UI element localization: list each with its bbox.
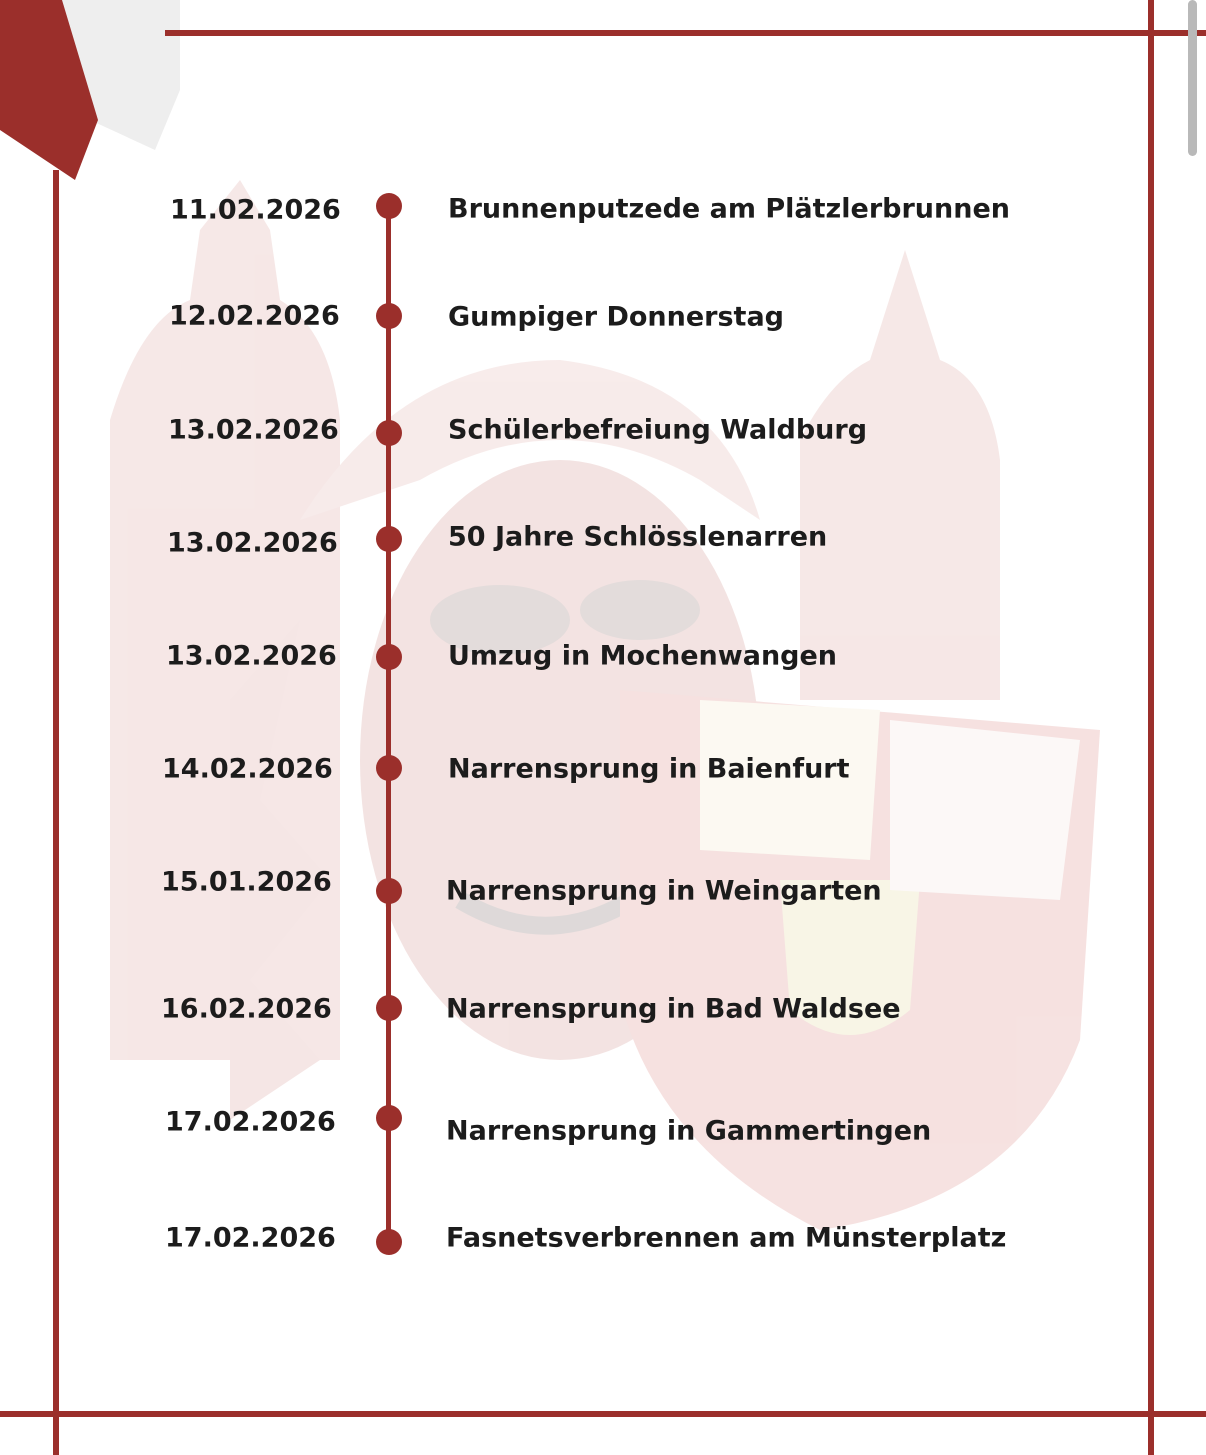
event-title: Umzug in Mochenwangen <box>448 640 838 672</box>
scrollbar-thumb[interactable] <box>1188 0 1197 156</box>
event-date: 13.02.2026 <box>167 527 338 559</box>
event-date: 12.02.2026 <box>169 300 340 332</box>
event-date: 11.02.2026 <box>170 194 341 226</box>
timeline-dot <box>376 193 402 219</box>
timeline-dot <box>376 303 402 329</box>
event-date: 14.02.2026 <box>162 753 333 785</box>
timeline-dot <box>376 995 402 1021</box>
timeline-dot <box>376 755 402 781</box>
timeline-dot <box>376 878 402 904</box>
frame-line-right <box>1148 0 1154 1455</box>
event-date: 13.02.2026 <box>166 640 337 672</box>
event-date: 15.01.2026 <box>161 866 332 898</box>
event-title: Brunnenputzede am Plätzlerbrunnen <box>448 193 1010 225</box>
event-date: 17.02.2026 <box>165 1222 336 1254</box>
event-title: Narrensprung in Gammertingen <box>446 1115 932 1147</box>
event-title: 50 Jahre Schlösslenarren <box>448 521 828 553</box>
event-date: 17.02.2026 <box>165 1106 336 1138</box>
timeline-dot <box>376 420 402 446</box>
frame-line-bottom <box>0 1411 1206 1417</box>
event-title: Fasnetsverbrennen am Münsterplatz <box>446 1222 1007 1254</box>
event-date: 16.02.2026 <box>161 993 332 1025</box>
frame-line-top <box>165 30 1206 36</box>
event-date: 13.02.2026 <box>168 414 339 446</box>
event-title: Schülerbefreiung Waldburg <box>448 414 868 446</box>
timeline-dot <box>376 526 402 552</box>
event-title: Gumpiger Donnerstag <box>448 301 785 333</box>
timeline-axis <box>386 206 391 1242</box>
event-title: Narrensprung in Baienfurt <box>448 753 850 785</box>
timeline-dot <box>376 1229 402 1255</box>
event-title: Narrensprung in Bad Waldsee <box>446 993 901 1025</box>
frame-line-left <box>53 170 59 1455</box>
event-title: Narrensprung in Weingarten <box>446 875 882 907</box>
timeline-dot <box>376 1105 402 1131</box>
timeline-dot <box>376 644 402 670</box>
